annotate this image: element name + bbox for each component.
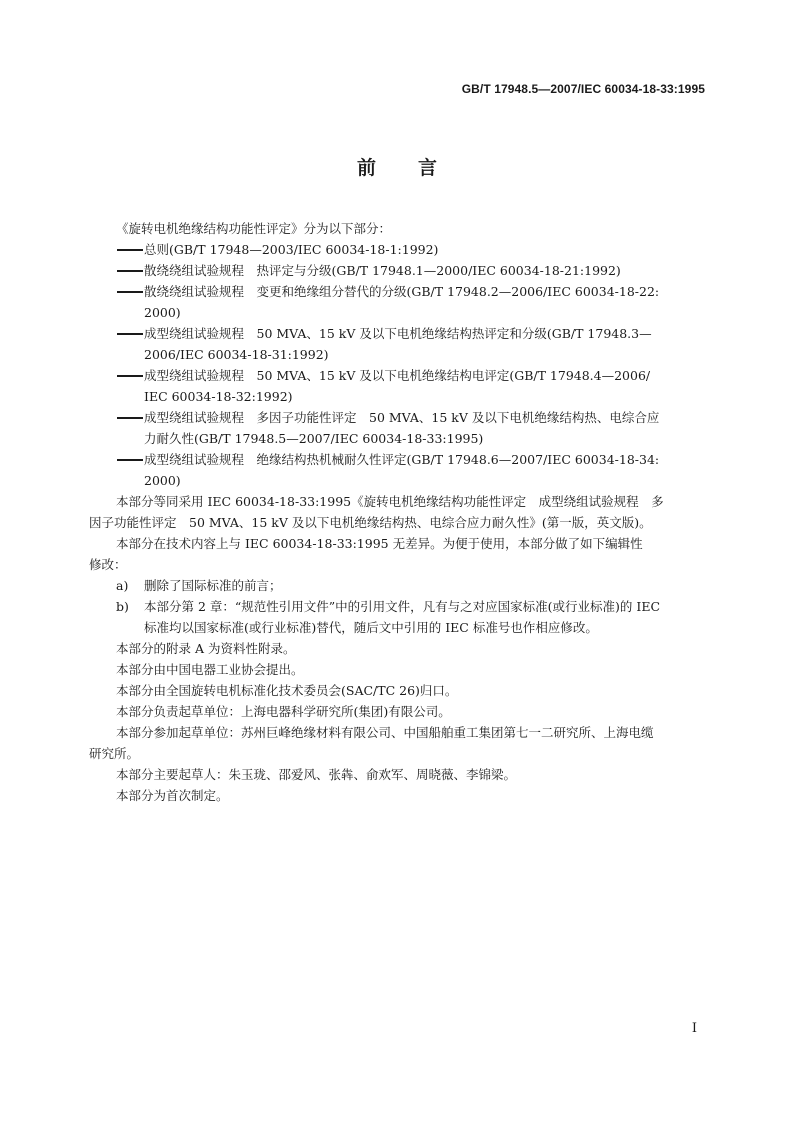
foreword-body [89,218,705,806]
list-item [89,281,705,302]
list-marker: b) [116,599,129,614]
intro-paragraph: 《旋转电机绝缘结构功能性评定》分为以下部分： [116,221,392,236]
list-item-text: 本部分第 2 章：“规范性引用文件”中的引用文件，凡有与之对应国家标准(或行业标准)的 IEC [144,599,661,614]
list-item-text: 成型绕组试验规程 50 MVA、15 kV 及以下电机绝缘结构电评定(GB/T 17948.4—2006/ [144,368,651,383]
participating-units-line1: 本部分参加起草单位：苏州巨峰绝缘材料有限公司、中国船舶重工集团第七一二研究所、上海电缆 [116,725,654,740]
parts-list [89,239,705,491]
adoption-paragraph-line2: 因子功能性评定 50 MVA、15 kV 及以下电机绝缘结构热、电综合应力耐久性》(第一版，英文版)。 [89,515,652,530]
technical-paragraph-line1: 本部分在技术内容上与 IEC 60034-18-33:1995 无差异。为便于使用，本部分做了如下编辑性 [116,536,643,551]
proposed-statement: 本部分由中国电器工业协会提出。 [116,662,304,677]
participating-units-line2: 研究所。 [89,746,140,761]
list-item [89,365,705,386]
first-edition-statement: 本部分为首次制定。 [116,788,229,803]
list-item-text: 散绕绕组试验规程 变更和绝缘组分替代的分级(GB/T 17948.2—2006/IEC 60034-18-22: [144,284,660,299]
annex-statement: 本部分的附录 A 为资料性附录。 [116,641,296,656]
drafting-unit-statement: 本部分负责起草单位：上海电器科学研究所(集团)有限公司。 [116,704,451,719]
list-item-text: 成型绕组试验规程 多因子功能性评定 50 MVA、15 kV 及以下电机绝缘结构热、电综合应 [144,410,660,425]
list-item-continuation: 标准均以国家标准(或行业标准)替代，随后文中引用的 IEC 标准号也作相应修改。 [144,620,598,635]
page-number: I [691,1021,697,1036]
list-item-text: 散绕绕组试验规程 热评定与分级(GB/T 17948.1—2000/IEC 60034-18-21:1992) [144,263,621,278]
list-item [89,407,705,428]
technical-paragraph-line2: 修改： [89,557,127,572]
list-item-continuation: 2000) [144,305,181,320]
list-item-text: 总则(GB/T 17948—2003/IEC 60034-18-1:1992) [144,242,439,257]
list-item [89,596,705,617]
list-item-text: 删除了国际标准的前言； [144,578,282,593]
list-item-continuation: 2006/IEC 60034-18-31:1992) [144,347,329,362]
centralized-statement: 本部分由全国旋转电机标准化技术委员会(SAC/TC 26)归口。 [116,683,458,698]
changes-list [89,575,705,638]
list-item [89,449,705,470]
list-item-text: 成型绕组试验规程 50 MVA、15 kV 及以下电机绝缘结构热评定和分级(GB/T 17948.3— [144,326,652,341]
list-item-text: 成型绕组试验规程 绝缘结构热机械耐久性评定(GB/T 17948.6—2007/IEC 60034-18-34: [144,452,660,467]
list-item-continuation: 2000) [144,473,181,488]
drafters-statement: 本部分主要起草人：朱玉珑、邵爱风、张犇、俞欢军、周晓薇、李锦梁。 [116,767,517,782]
page-title: 前言 [356,157,479,179]
list-item [89,575,705,596]
standard-code-header: GB/T 17948.5—2007/IEC 60034-18-33:1995 [461,82,705,96]
list-item [89,323,705,344]
list-marker: a) [116,578,129,593]
list-item-continuation: IEC 60034-18-32:1992) [144,389,293,404]
list-item [89,239,705,260]
adoption-paragraph-line1: 本部分等同采用 IEC 60034-18-33:1995《旋转电机绝缘结构功能性评定 成型绕组试验规程 多 [116,494,664,509]
list-item-continuation: 力耐久性(GB/T 17948.5—2007/IEC 60034-18-33:1995) [144,431,484,446]
list-item [89,260,705,281]
